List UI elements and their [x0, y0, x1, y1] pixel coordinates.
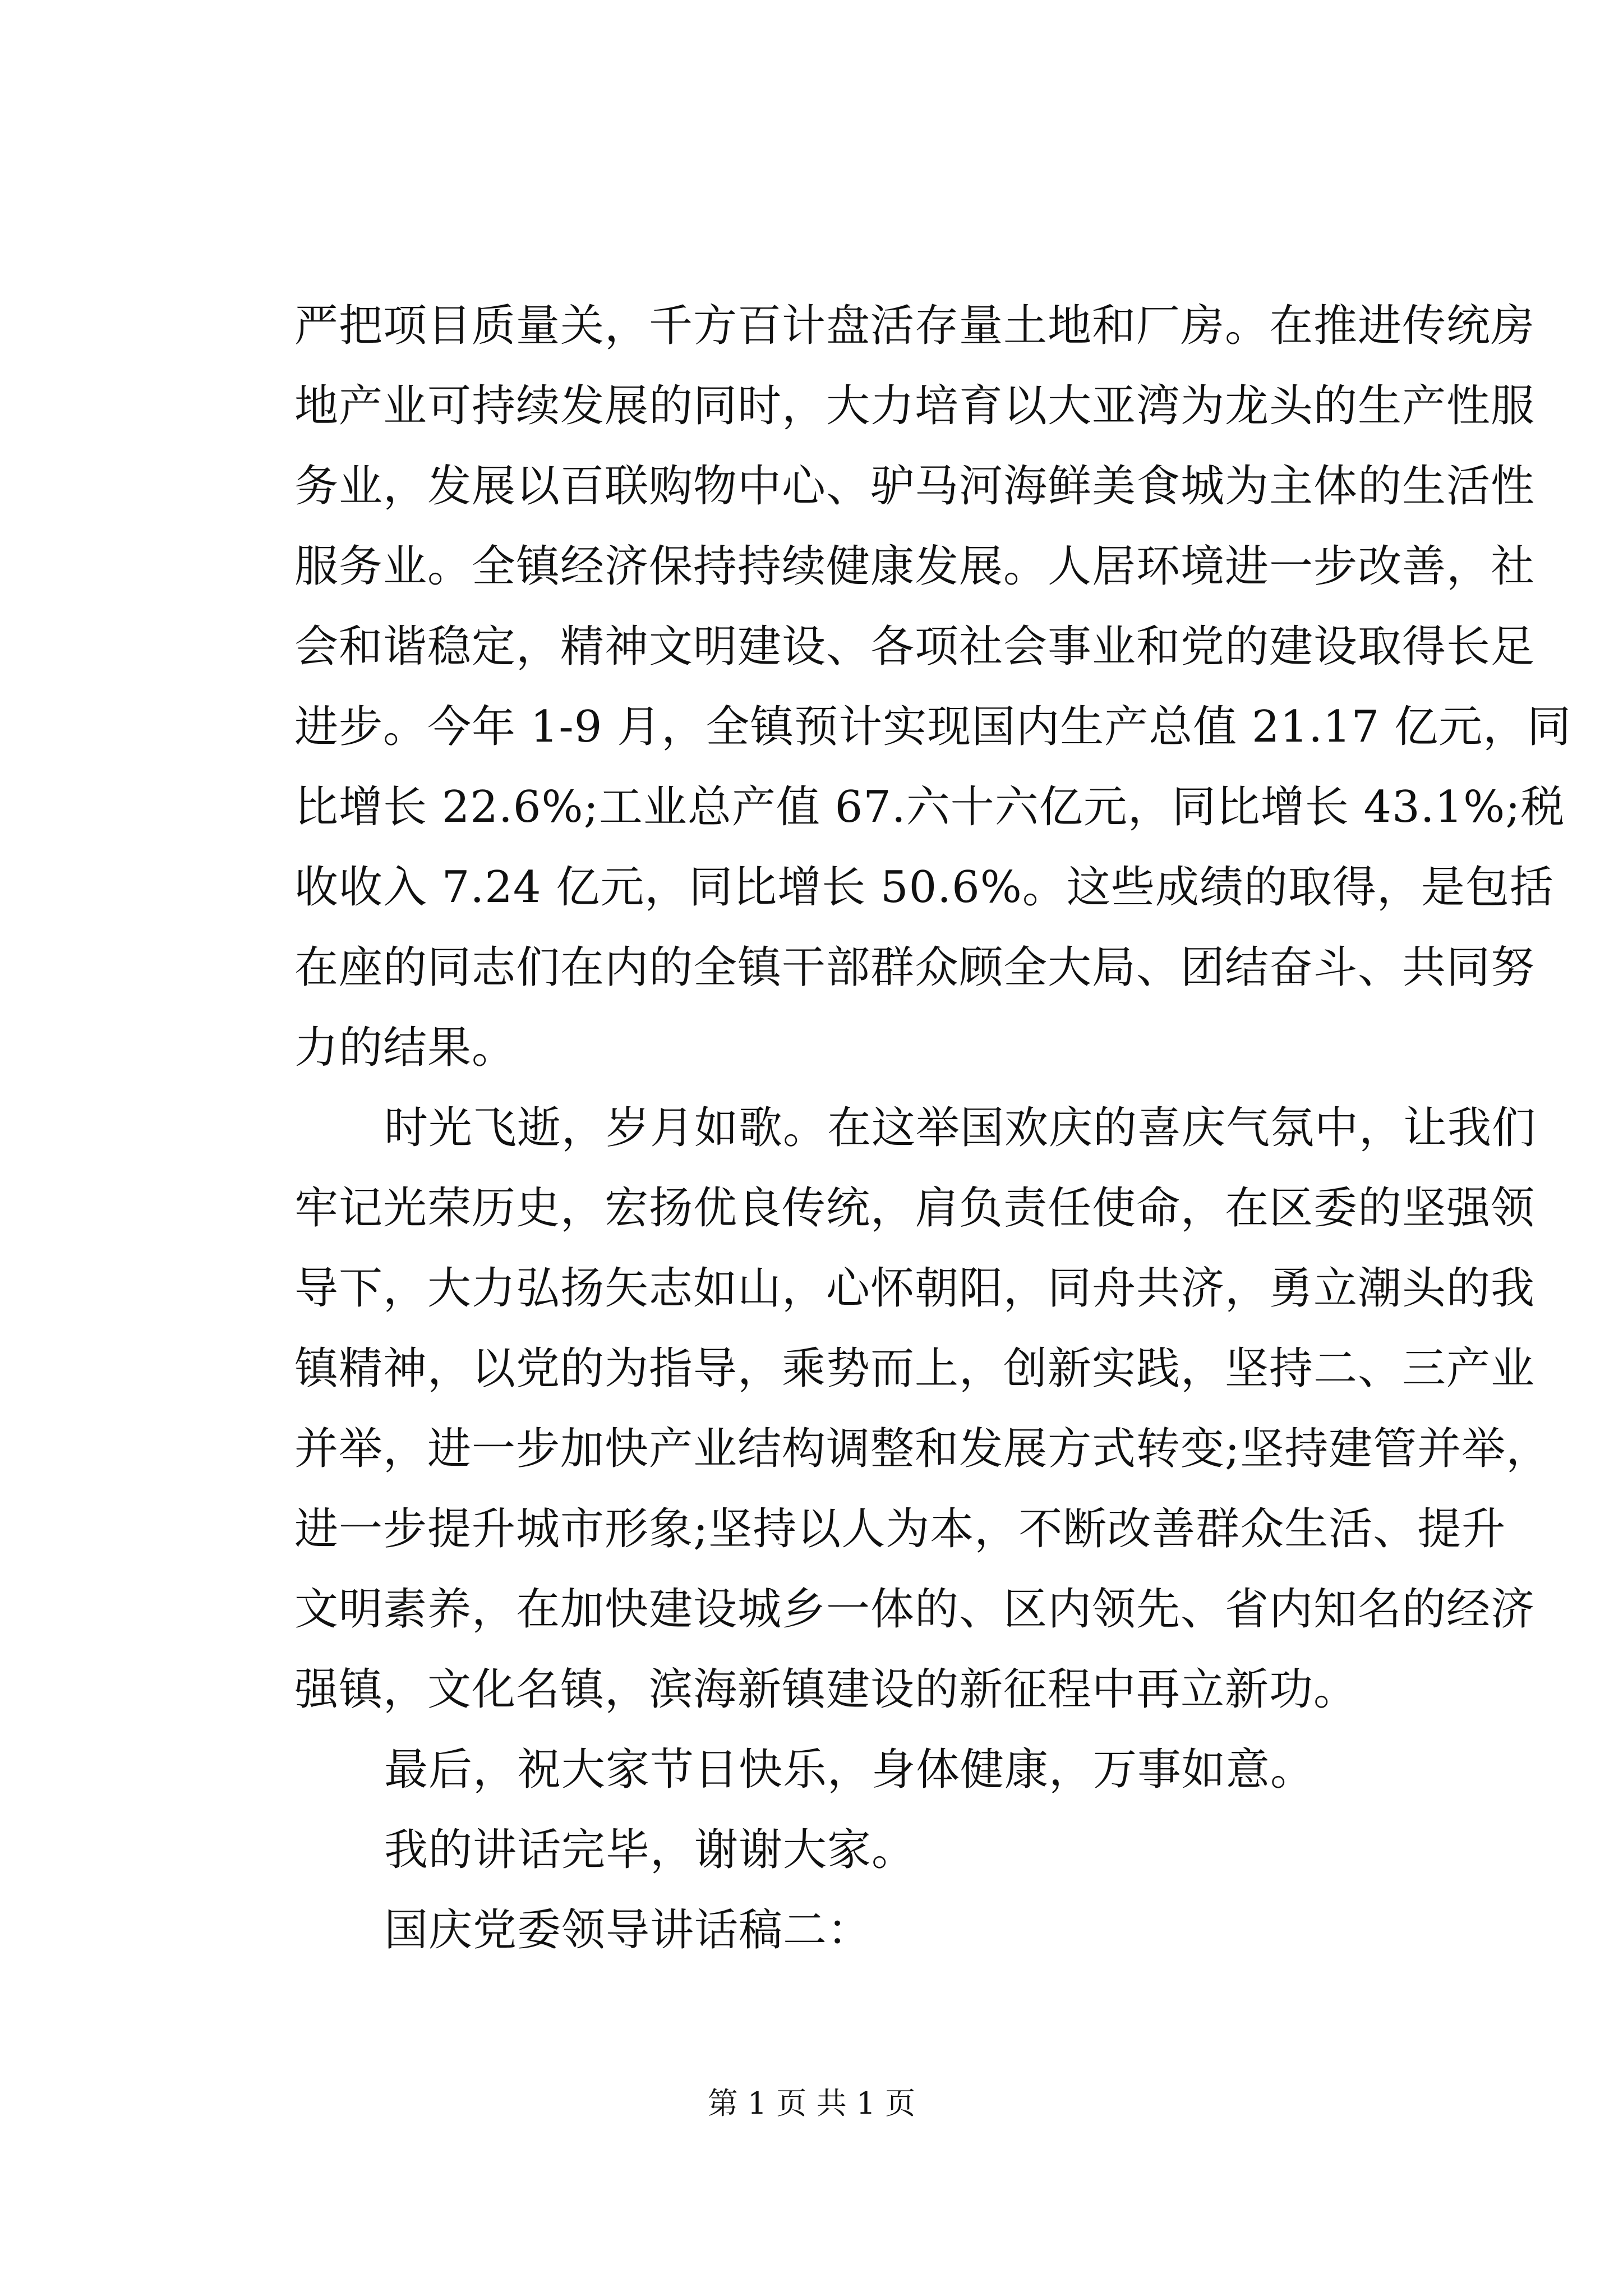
paragraph: [294, 1890, 1444, 1971]
paragraph: [294, 1088, 1551, 1730]
text-line: 务业，发展以百联购物中心、驴马河海鲜美食城为主体的生活性: [294, 461, 1536, 512]
text-line: 我的讲话完毕，谢谢大家。: [384, 1825, 916, 1875]
document-body: [294, 286, 1572, 1971]
text-line: 导下，大力弘扬矢志如山，心怀朝阳，同舟共济，勇立潮头的我: [294, 1263, 1536, 1314]
text-line: 严把项目质量关，千方百计盘活存量土地和厂房。在推进传统房: [294, 301, 1536, 351]
paragraph: [294, 286, 1572, 1088]
text-line: 会和谐稳定，精神文明建设、各项社会事业和党的建设取得长足: [294, 622, 1536, 672]
text-line: 在座的同志们在内的全镇干部群众顾全大局、团结奋斗、共同努: [294, 942, 1536, 993]
text-line: 力的结果。: [294, 1023, 517, 1073]
text-line: 镇精神，以党的为指导，乘势而上，创新实践，坚持二、三产业: [294, 1343, 1536, 1394]
text-line: 时光飞逝，岁月如歌。在这举国欢庆的喜庆气氛中，让我们: [384, 1103, 1537, 1153]
page-number-label: 第 1 页 共 1 页: [707, 2086, 916, 2121]
text-line: 文明素养，在加快建设城乡一体的、区内领先、省内知名的经济: [294, 1584, 1536, 1635]
page-footer: [0, 2081, 1623, 2126]
text-line: 最后，祝大家节日快乐，身体健康，万事如意。: [384, 1745, 1315, 1795]
section-heading: 国庆党委领导讲话稿二：: [384, 1905, 872, 1955]
text-line: 进一步提升城市形象;坚持以人为本，不断改善群众生活、提升: [294, 1504, 1506, 1554]
text-line: 服务业。全镇经济保持持续健康发展。人居环境进一步改善，社: [294, 541, 1536, 592]
paragraph: [294, 1730, 1444, 1810]
text-line: 强镇，文化名镇，滨海新镇建设的新征程中再立新功。: [294, 1664, 1358, 1715]
text-line: 收收入 7.24 亿元，同比增长 50.6%。这些成绩的取得，是包括: [294, 862, 1554, 913]
text-line: 并举，进一步加快产业结构调整和发展方式转变;坚持建管并举，: [294, 1424, 1551, 1474]
text-line: 牢记光荣历史，宏扬优良传统，肩负责任使命，在区委的坚强领: [294, 1183, 1536, 1234]
text-line: 地产业可持续发展的同时，大力培育以大亚湾为龙头的生产性服: [294, 381, 1536, 431]
text-line: 进步。今年 1-9 月，全镇预计实现国内生产总值 21.17 亿元，同: [294, 702, 1572, 752]
paragraph: [294, 1810, 1444, 1890]
text-line: 比增长 22.6%;工业总产值 67.六十六亿元，同比增长 43.1%;税: [294, 782, 1565, 832]
